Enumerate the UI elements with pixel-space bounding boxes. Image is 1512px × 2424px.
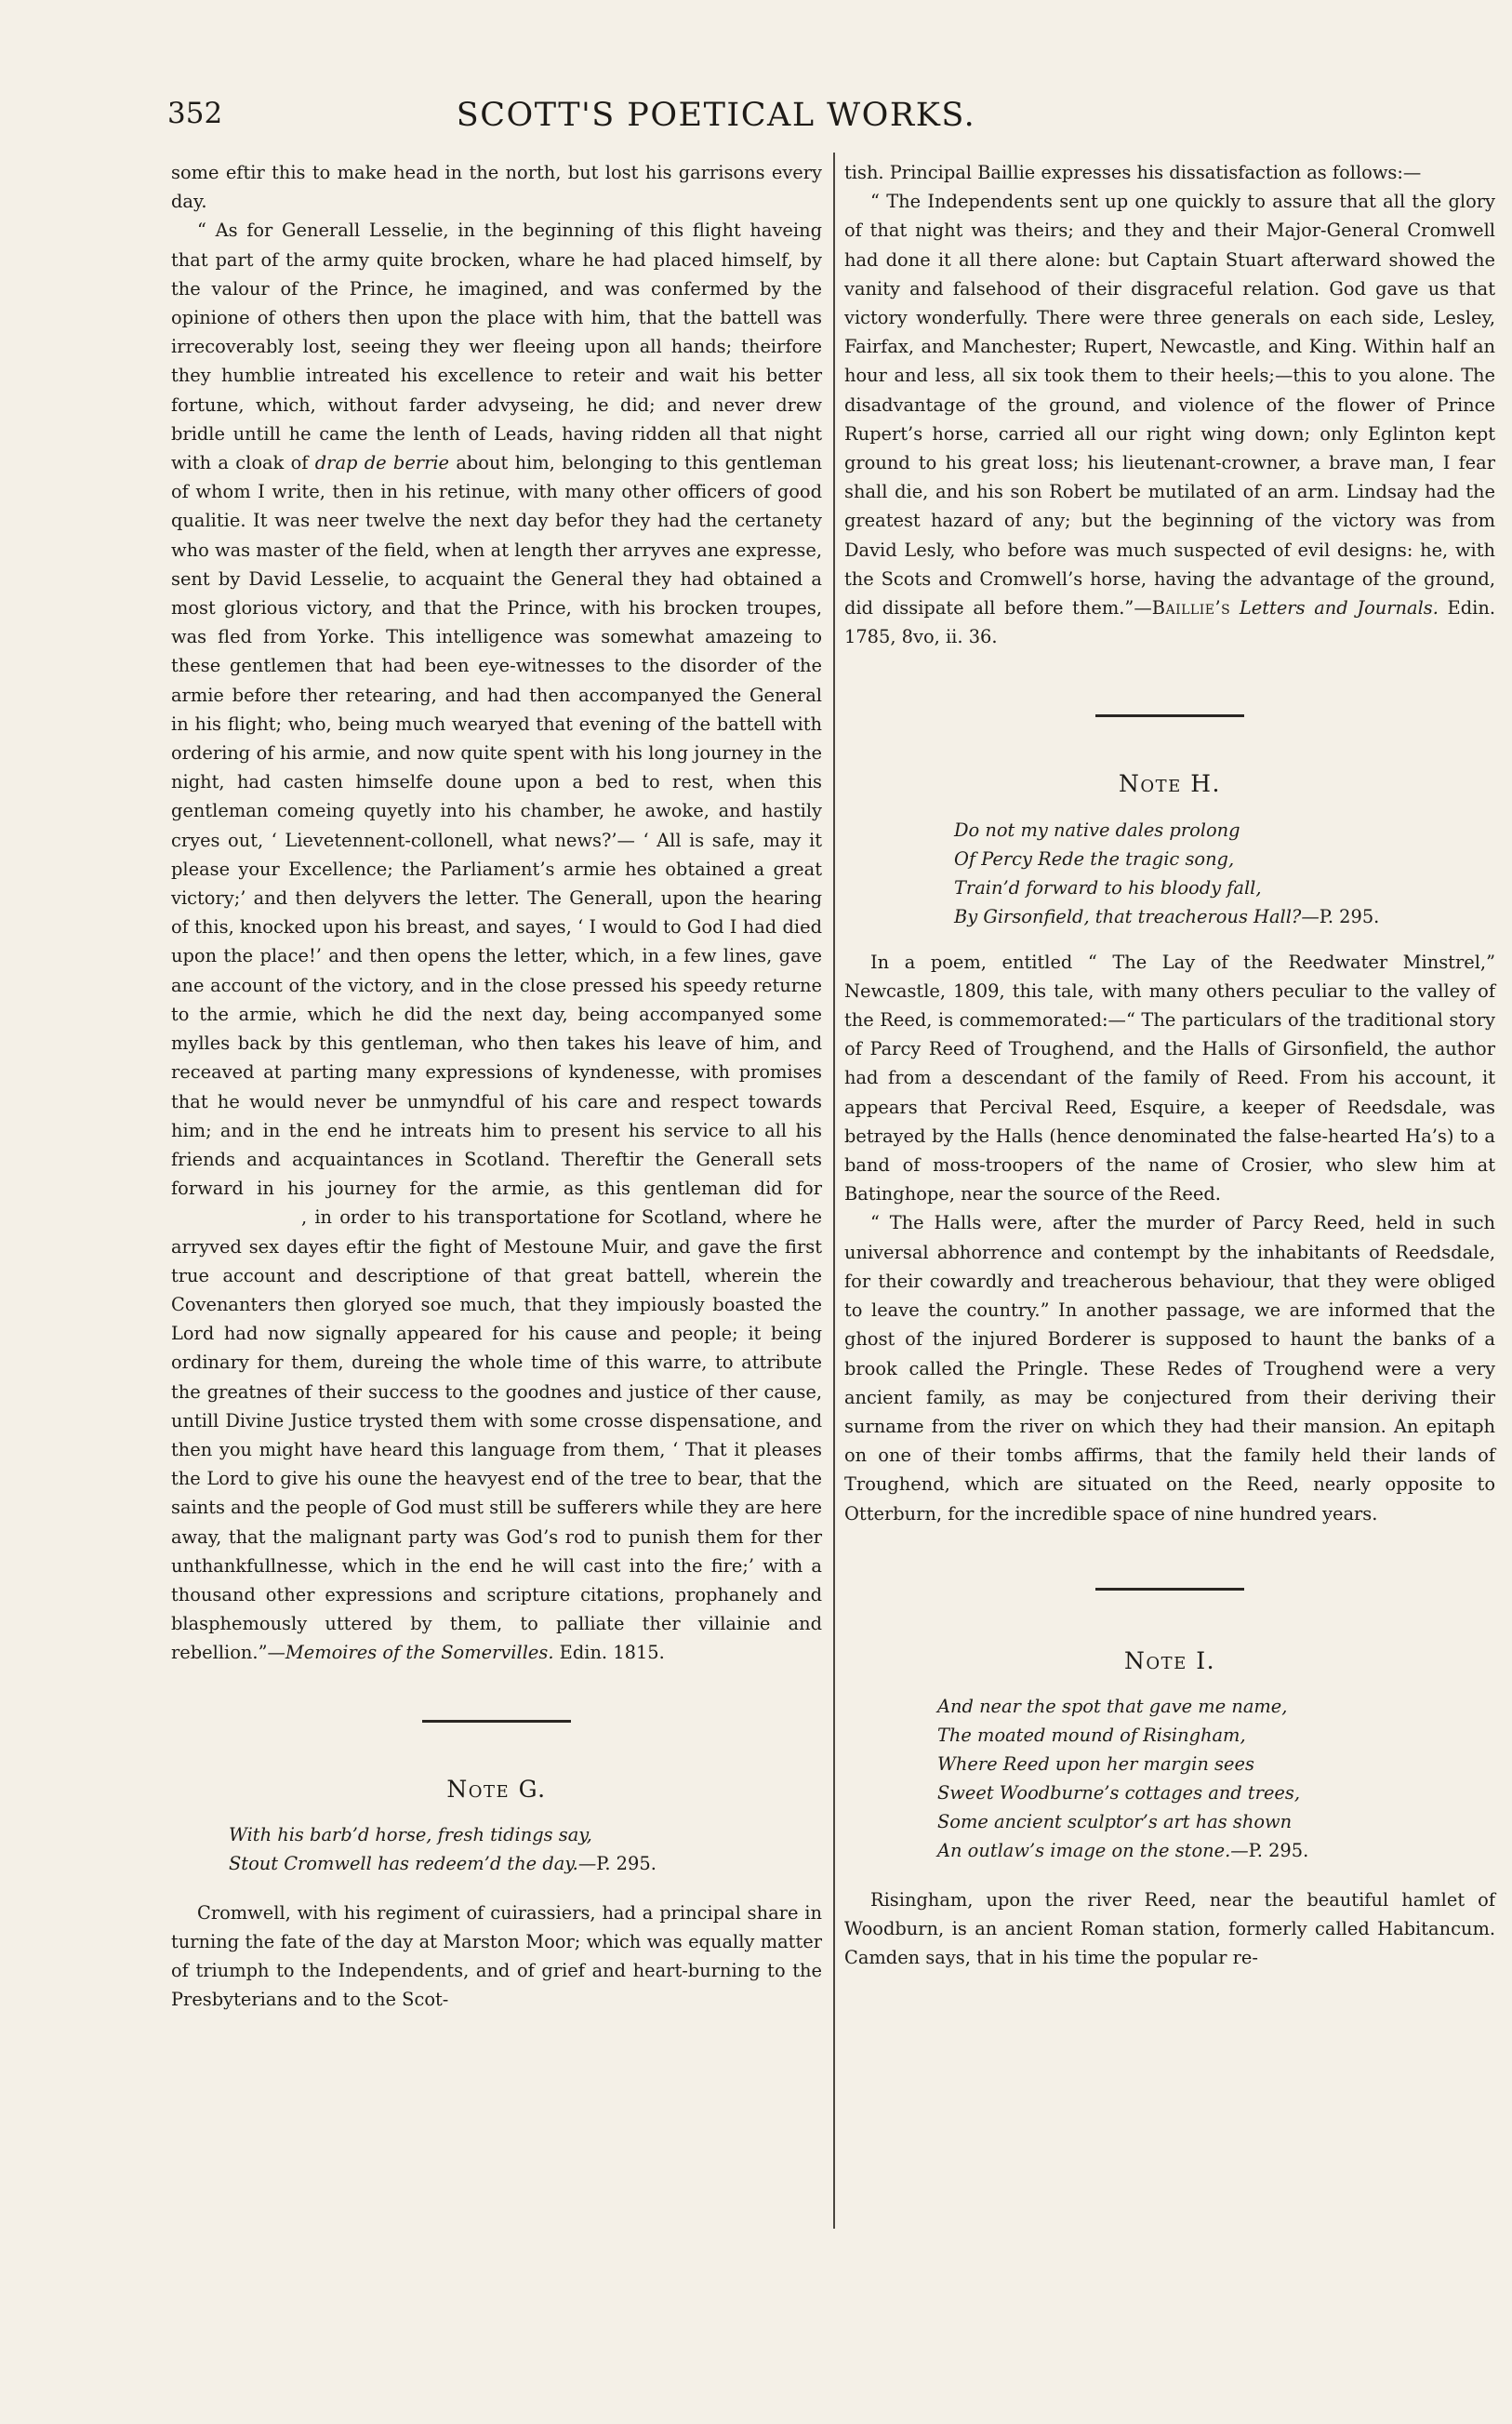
right-paragraph-continued: tish. Principal Baillie expresses his dissatisfaction as follows:— (844, 162, 1422, 183)
verse-line: With his barb’d horse, fresh tidings say, (229, 1823, 592, 1845)
note-g-verse (171, 1820, 822, 1878)
note-g-title: Note G. (446, 1775, 547, 1803)
baillie-quote (844, 187, 1495, 651)
memoir-text-b: about him, belonging to this gentleman of whom I write, then in his retinue, with many other officers of good qualitie. It was neer twelve the next day befor they had the certanety who was master of the field, when at length ther arryves ane expresse, sent by David Lesselie, to acquaint the General they had obtained a most glorious victory, and that the Prince, with his brocken troupes, was fled from Yorke. This intelligence was somewhat amazeing to these gentlemen that had been eye-witnesses to the disorder of the armie before ther retearing, and had then accompanyed the General in his flight; who, being much wearyed that evening of the battell with ordering of his armie, and now quite spent with his long journey in the night, had casten himselfe doune upon a bed to rest, when this gentleman comeing quyetly into his chamber, he awoke, and hastily cryes out, ‘ Lievetennent-collonell, what news?’— ‘ All is safe, may it please your Excellence; the Parliament’s armie hes obtained a great victory;’ and then delyvers the letter. The Generall, upon the hearing of this, knocked upon his breast, and sayes, ‘ I would to God I had died upon the place!’ and then opens the letter, which, in a few lines, gave ane account of the victory, and in the close pressed his speedy returne to the armie, which he did the next day, being accompanyed some mylles back by this gentleman, who then takes his leave of him, and receaved at parting many expressions of kyndenesse, with promises that he would never be unmyndful of his care and respect towards him; and in the end he intreats him to present his service to all his friends and acquaintances in Scotland. Thereftir the Generall sets forward in his journey for the armie, as this gentleman did for (171, 452, 822, 1200)
baillie-author: Baillie’s (1151, 597, 1231, 619)
baillie-tail: Edin. 1785, 8vo, ii. 36. (844, 597, 1495, 648)
verse-line: Stout Cromwell has redeem’d the day.—P. 295. (229, 1852, 657, 1874)
note-h-title: Note H. (1119, 770, 1221, 798)
note-i-paragraph: Risingham, upon the river Reed, near the beautiful hamlet of Woodburn, is an ancient Roman station, formerly called Habitancum. Camden says, that in his time the popular re- (844, 1888, 1495, 1969)
verse-line: An outlaw’s image on the stone.—P. 295. (937, 1839, 1309, 1861)
note-h-paragraph-2: “ The Halls were, after the murder of Parcy Reed, held in such universal abhorrence and contempt by the inhabitants of Reedsdale, for their cowardly and treacherous behaviour, that they were obliged to leave the country.” In another passage, we are informed that the ghost of the injured Borderer is supposed to haunt the banks of a brook called the Pringle. These Redes of Troughend were a very ancient family, as may be conjectured from their deriving their surname from the river on which they had their mansion. An epitaph on one of their tombs affirms, that the family held their lands of Troughend, which are situated on the Reed, nearly opposite to Otterburn, for the incredible space of nine hundred years. (844, 1212, 1495, 1525)
note-h-verse (844, 816, 1495, 931)
verse-ref: P. 295. (596, 1852, 657, 1874)
baillie-work: Letters and Journals. (1239, 597, 1439, 619)
page-header (167, 97, 1265, 138)
memoir-source-tail: Edin. 1815. (553, 1642, 665, 1664)
memoir-italic-phrase: drap de berrie (314, 452, 450, 474)
memoir-source: Memoires of the Somervilles. (285, 1642, 554, 1664)
verse-line: Of Percy Rede the tragic song, (954, 847, 1235, 870)
baillie-text: “ The Independents sent up one quickly to assure that all the glory of that night was theirs; and they and their Major-General Cromwell had done it all there alone: but Captain Stuart afterward showed the vanity and falsehood of their disgraceful relation. God gave us that victory wonderfully. There were three generals on each side, Lesley, Fairfax, and Manchester; Rupert, Newcastle, and King. Within half an hour and less, all six took them to their heels;—this to you alone. The disadvantage of the ground, and violence of the flower of Prince Rupert’s horse, carried all our right wing down; only Eglinton kept ground to his great loss; his lieutenant-crowner, a brave man, I fear shall die, and his son Robert be mutilated of an arm. Lindsay had the greatest hazard of any; but the beginning of the victory was from David Lesly, who before was much suspected of evil designs: he, with the Scots and Cromwell’s horse, having the advantage of the ground, did dissipate all before them.”— (844, 191, 1495, 619)
verse-line: Some ancient sculptor’s art has shown (937, 1810, 1293, 1832)
verse-ref: P. 295. (1319, 905, 1380, 927)
verse-line: And near the spot that gave me name, (937, 1695, 1288, 1717)
verse-line: Sweet Woodburne’s cottages and trees, (937, 1781, 1301, 1804)
note-i-title: Note I. (1123, 1646, 1216, 1674)
verse-ref: P. 295. (1248, 1839, 1309, 1861)
running-title: SCOTT'S POETICAL WORKS. (456, 97, 976, 134)
note-h-paragraph-1: In a poem, entitled “ The Lay of the Reedwater Minstrel,” Newcastle, 1809, this tale, with many others peculiar to the valley of the Reed, is commemorated:—“ The particulars of the traditional story of Parcy Reed of Troughend, and the Halls of Girsonfield, the author had from a descendant of the family of Reed. From his account, it appears that Percival Reed, Esquire, a keeper of Reedsdale, was betrayed by the Halls (hence denominated the false-hearted Ha’s) to a band of moss-troopers of the name of Crosier, who slew him at Batinghope, near the source of the Reed. (844, 951, 1495, 1205)
note-i-verse (844, 1692, 1495, 1865)
page-number: 352 (167, 97, 223, 130)
verse-line: Where Reed upon her margin sees (937, 1752, 1254, 1775)
left-paragraph-continued: some eftir this to make head in the north, but lost his garrisons every day. (171, 162, 822, 213)
note-g-paragraph: Cromwell, with his regiment of cuirassiers, had a principal share in turning the fate of the day at Marston Moor; which was equally matter of triumph to the Independents, and of grief and heart-burning to the Presbyterians and to the Scot- (171, 1901, 822, 2011)
verse-line: Do not my native dales prolong (954, 819, 1240, 841)
memoir-text-a: “ As for Generall Lesselie, in the beginning of this flight haveing that part of the army quite brocken, whare he had placed himself, by the valour of the Prince, he imagined, and was confermed by the opinione of others then upon the place with him, that the battell was irrecoverably lost, seeing they wer fleeing upon all hands; theirfore they humblie intreated his excellence to reteir and wait his better fortune, which, without farder advyseing, he did; and never drew bridle untill he came the lenth of Leads, having ridden all that night with a cloak of (171, 220, 822, 474)
verse-line: The moated mound of Risingham, (937, 1724, 1246, 1746)
memoir-text-c: , in order to his transportatione for Scotland, where he arryved sex dayes eftir the fight of Mestoune Muir, and gave the first true account and descriptione of that great battell, wherein the Covenanters then gloryed soe much, that they impiously boasted the Lord had now signally appeared for his cause and people; it being ordinary for them, dureing the whole time of this warre, to attribute the greatnes of their success to the goodnes and justice of ther cause, untill Divine Justice trysted them with some crosse dispensatione, and then you might have heard this language from them, ‘ That it pleases the Lord to give his oune the heavyest end of the tree to bear, that the saints and the people of God must still be sufferers while they are here away, that the malignant party was God’s rod to punish them for ther unthankfullnesse, which in the end he will cast into the fire;’ with a thousand other expressions and scripture citations, prophanely and blasphemously uttered by them, to palliate ther villainie and rebellion.”— (171, 1206, 822, 1664)
verse-line: Train’d forward to his bloody fall, (954, 876, 1262, 899)
column-divider (833, 153, 835, 2229)
verse-line: By Girsonfield, that treacherous Hall?—P. 295. (954, 905, 1380, 927)
right-column (844, 158, 1495, 1973)
left-column (171, 158, 822, 2015)
left-quoted-memoir (171, 216, 822, 1667)
